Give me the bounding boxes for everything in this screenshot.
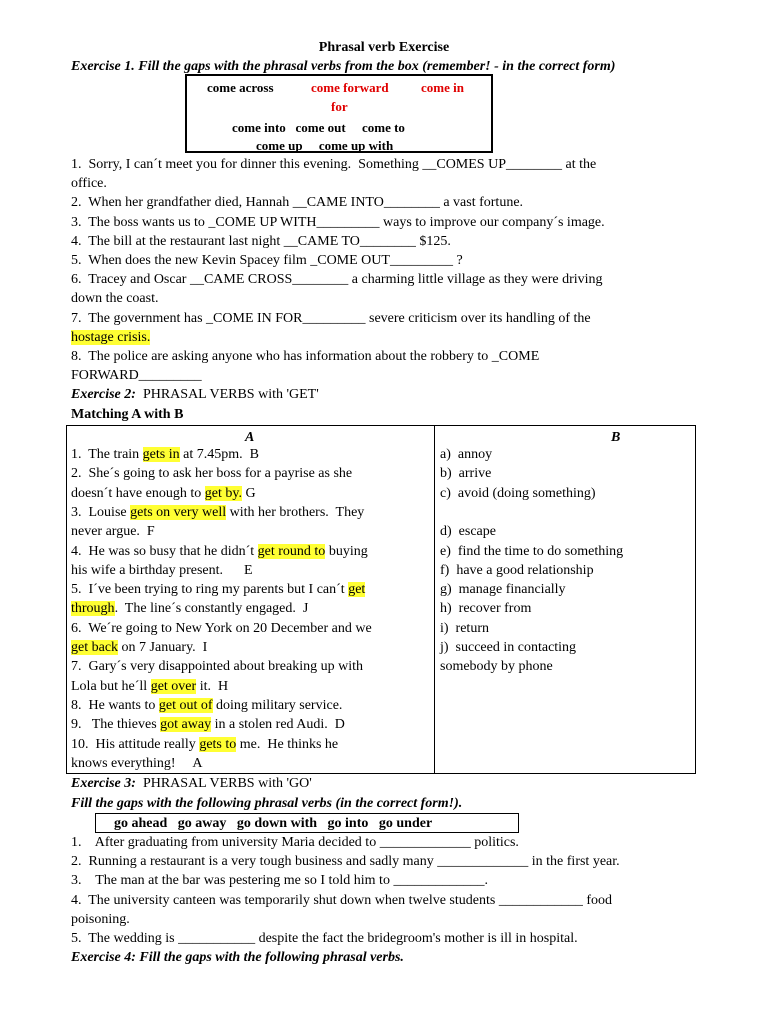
highlighted-phrasal-verb: get over xyxy=(150,678,197,694)
highlighted-phrasal-verb: get xyxy=(348,582,366,598)
highlighted-phrasal-verb: get out of xyxy=(158,697,213,713)
column-a-text: 6. We´re going to New York on 20 December and we xyxy=(71,620,372,636)
column-a-line xyxy=(71,638,207,657)
exercise-3-line: 4. The university canteen was temporarily shut down when twelve students ____________ food xyxy=(71,892,612,908)
column-a-text: doesn´t have enough to xyxy=(71,485,205,501)
exercise-2-subheading: Matching A with B xyxy=(71,407,184,422)
highlighted-phrasal-verb: gets on very well xyxy=(130,504,227,520)
column-a-text: 3. Louise xyxy=(71,504,131,520)
exercise-3-title: PHRASAL VERBS with 'GO' xyxy=(135,776,312,791)
exercise-3-line: 2. Running a restaurant is a very tough business and sadly many _____________ in the first year. xyxy=(71,854,620,870)
column-a-text: doing military service. xyxy=(212,697,343,713)
column-a-line xyxy=(71,696,342,715)
column-b-header: B xyxy=(611,430,621,445)
column-b-line: h) recover from xyxy=(440,601,532,617)
column-a-text: 4. He was so busy that he didn´t xyxy=(71,543,258,559)
column-a-text: 10. His attitude really xyxy=(71,736,200,752)
column-a-line xyxy=(71,542,368,561)
column-a-text: on 7 January. I xyxy=(118,640,208,655)
column-a-text: me. He thinks he xyxy=(236,736,339,752)
column-b-line: somebody by phone xyxy=(440,659,553,675)
highlighted-phrasal-verb: gets in xyxy=(142,447,180,462)
highlighted-phrasal-verb: through xyxy=(71,601,115,617)
column-a-text: buying xyxy=(325,543,368,559)
column-b-line: j) succeed in contacting xyxy=(440,640,577,655)
column-b-line: f) have a good relationship xyxy=(440,562,594,578)
column-a-text: with her brothers. They xyxy=(226,504,365,520)
exercise-1-line: 6. Tracey and Oscar __CAME CROSS________ a charming little village as they were driving xyxy=(71,272,603,288)
column-a-text: never argue. F xyxy=(71,524,155,540)
column-a-line xyxy=(71,561,253,580)
word-come-in: come in xyxy=(421,80,464,95)
column-a-text: it. H xyxy=(196,678,229,694)
word-for: for xyxy=(331,99,348,114)
exercise-3-subheading: Fill the gaps with the following phrasal verbs (in the correct form!). xyxy=(71,796,463,811)
exercise-3-line: 3. The man at the bar was pestering me so I told him to _____________. xyxy=(71,873,488,889)
column-b-line: c) avoid (doing something) xyxy=(440,485,596,501)
page-title: Phrasal verb Exercise xyxy=(318,40,450,55)
exercise-3-line: 5. The wedding is ___________ despite the fact the bridegroom's mother is ill in hospital. xyxy=(71,931,578,946)
column-a-text: G xyxy=(241,485,256,501)
column-a-line xyxy=(71,619,372,638)
column-a-line xyxy=(71,503,364,522)
column-a-text: 2. She´s going to ask her boss for a payrise as she xyxy=(71,466,353,482)
column-b-line: a) annoy xyxy=(440,447,493,462)
exercise-1-line: FORWARD_________ xyxy=(71,368,202,384)
column-b-line: b) arrive xyxy=(440,466,492,482)
column-a-line xyxy=(71,657,363,676)
exercise-2-label: Exercise 2: xyxy=(71,387,136,402)
exercise-1-line: office. xyxy=(71,176,107,192)
exercise-1-line xyxy=(71,328,150,347)
exercise-1-line: 3. The boss wants us to _COME UP WITH_________ ways to improve our company´s image. xyxy=(71,214,605,230)
column-a-line xyxy=(71,464,352,483)
column-a-text: in a stolen red Audi. D xyxy=(211,717,345,733)
column-a-text: 8. He wants to xyxy=(71,697,159,713)
word-row-2: come into come out come to xyxy=(232,120,405,135)
word-come-forward: come forward xyxy=(311,80,389,95)
column-a-line xyxy=(71,580,365,599)
exercise-1-line: 5. When does the new Kevin Spacey film _COME OUT_________ ? xyxy=(71,253,463,268)
column-a-line xyxy=(71,735,338,754)
column-a-text: . The line´s constantly engaged. J xyxy=(114,601,309,617)
column-a-text: 5. I´ve been trying to ring my parents but I can´t xyxy=(71,582,349,598)
column-b-line: d) escape xyxy=(440,524,496,540)
highlighted-text: hostage crisis. xyxy=(71,329,151,345)
highlighted-phrasal-verb: gets to xyxy=(199,736,237,752)
exercise-1-line: 4. The bill at the restaurant last night __CAME TO________ $125. xyxy=(71,233,451,249)
matching-table xyxy=(66,425,696,774)
word-come-across: come across xyxy=(207,80,274,95)
column-a-line xyxy=(71,445,259,464)
highlighted-phrasal-verb: get round to xyxy=(257,543,326,559)
table-divider xyxy=(434,426,435,773)
exercise-2-title: PHRASAL VERBS with 'GET' xyxy=(135,387,319,402)
exercise-2-heading xyxy=(71,385,319,404)
exercise-1-heading: Exercise 1. Fill the gaps with the phrasal verbs from the box (remember! - in the correct form) xyxy=(71,59,616,74)
exercise-3-label: Exercise 3: xyxy=(71,776,136,791)
column-a-text: 7. Gary´s very disappointed about breaking up with xyxy=(71,659,363,675)
exercise-1-line: 1. Sorry, I can´t meet you for dinner this evening. Something __COMES UP________ at the xyxy=(71,157,597,172)
column-a-text: his wife a birthday present. E xyxy=(71,562,253,578)
exercise-3-line: 1. After graduating from university Maria decided to _____________ politics. xyxy=(71,835,519,850)
highlighted-phrasal-verb: get back xyxy=(71,640,119,655)
column-a-line xyxy=(71,677,228,696)
column-a-text: knows everything! A xyxy=(71,755,203,771)
exercise-1-line: down the coast. xyxy=(71,291,159,307)
exercise-1-line: 8. The police are asking anyone who has information about the robbery to _COME xyxy=(71,349,540,364)
exercise-3-word-box xyxy=(95,813,519,833)
exercise-1-line: 7. The government has _COME IN FOR_________ severe criticism over its handling of the xyxy=(71,310,591,326)
column-b-line: e) find the time to do something xyxy=(440,543,624,559)
column-a-line xyxy=(71,754,202,773)
column-b-line: i) return xyxy=(440,620,489,636)
column-a-header: A xyxy=(245,430,255,445)
column-b-line: g) manage financially xyxy=(440,582,566,598)
exercise-3-line: poisoning. xyxy=(71,911,130,927)
word-row-3: come up come up with xyxy=(256,138,394,153)
column-a-line xyxy=(71,522,155,541)
exercise-1-word-box xyxy=(185,74,493,153)
column-a-line xyxy=(71,715,345,734)
column-a-line xyxy=(71,599,308,618)
exercise-1-line: 2. When her grandfather died, Hannah __CAME INTO________ a vast fortune. xyxy=(71,195,524,211)
exercise-3-heading xyxy=(71,774,312,793)
exercise-4-heading: Exercise 4: Fill the gaps with the following phrasal verbs. xyxy=(71,950,404,965)
exercise-3-words: go ahead go away go down with go into go under xyxy=(114,816,433,831)
highlighted-phrasal-verb: get by. xyxy=(204,485,242,501)
column-a-text: at 7.45pm. B xyxy=(179,447,259,462)
column-a-text: 9. The thieves xyxy=(71,717,161,733)
column-a-text: 1. The train xyxy=(71,447,143,462)
highlighted-phrasal-verb: got away xyxy=(160,717,212,733)
column-a-line xyxy=(71,484,256,503)
column-a-text: Lola but he´ll xyxy=(71,678,151,694)
